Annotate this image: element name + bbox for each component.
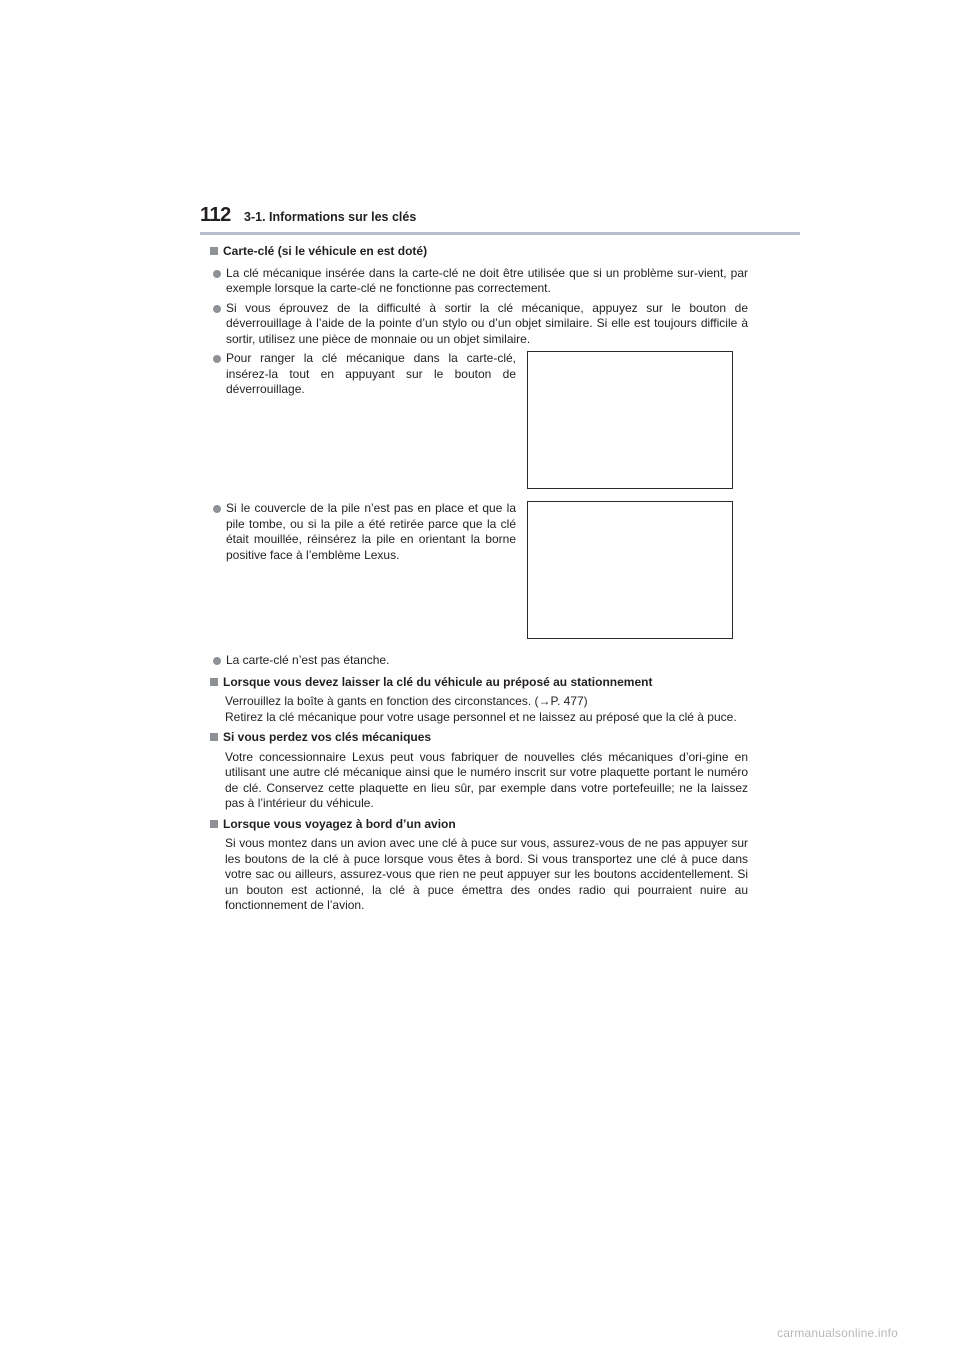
- illustration-store-key: [527, 351, 733, 489]
- square-bullet-icon: [210, 820, 218, 828]
- arrow-icon: →: [538, 694, 551, 708]
- illustrated-row: [210, 351, 748, 501]
- bullet-item: La clé mécanique insérée dans la carte-clé ne doit être utilisée que si un problème sur-vient, par exemple lorsque la carte-clé ne fonctionne pas correctement.: [210, 266, 748, 297]
- square-bullet-icon: [210, 247, 218, 255]
- illustrated-row: [210, 501, 748, 653]
- header-divider: [200, 232, 800, 235]
- heading-prepose: Lorsque vous devez laisser la clé du véhicule au préposé au stationnement: [210, 675, 748, 691]
- round-bullet-icon: [213, 657, 221, 665]
- paragraph-perdez: Votre concessionnaire Lexus peut vous fabriquer de nouvelles clés mécaniques d’ori-gine en utilisant une autre clé mécanique ainsi que le numéro inscrit sur votre plaquette portant le numéro de clé. Conservez cette plaquette en lieu sûr, par exemple dans votre portefeuille; ne la laissez pas à l’intérieur du véhicule.: [225, 749, 748, 810]
- heading-carte-cle: Carte-clé (si le véhicule en est doté): [210, 244, 748, 260]
- heading-perdez: Si vous perdez vos clés mécaniques: [210, 730, 748, 746]
- bullet-item: Pour ranger la clé mécanique dans la carte-clé, insérez-la tout en appuyant sur le bouton de déverrouillage.: [210, 351, 516, 398]
- round-bullet-icon: [213, 305, 221, 313]
- page-reference-link[interactable]: P. 477): [550, 694, 588, 708]
- section-title: 3-1. Informations sur les clés: [244, 210, 417, 224]
- heading-avion: Lorsque vous voyagez à bord d’un avion: [210, 817, 748, 833]
- paragraph-prepose: Verrouillez la boîte à gants en fonction des circonstances. (→P. 477) Retirez la clé mécanique pour votre usage personnel et ne laissez au préposé que la clé à puce.: [225, 694, 737, 724]
- page-header: [200, 204, 800, 234]
- round-bullet-icon: [213, 355, 221, 363]
- watermark: carmanualsonline.info: [777, 1326, 898, 1340]
- square-bullet-icon: [210, 678, 218, 686]
- square-bullet-icon: [210, 733, 218, 741]
- illustration-battery: [527, 501, 733, 639]
- bullet-item: Si vous éprouvez de la difficulté à sortir la clé mécanique, appuyez sur le bouton de déverrouillage à l’aide de la pointe d’un stylo ou d’un objet similaire. Si elle est toujours difficile à sortir, utilisez une pièce de monnaie ou un objet similaire.: [210, 301, 748, 348]
- round-bullet-icon: [213, 505, 221, 513]
- bullet-item: La carte-clé n’est pas étanche.: [210, 653, 748, 669]
- round-bullet-icon: [213, 270, 221, 278]
- bullet-item: Si le couvercle de la pile n’est pas en place et que la pile tombe, ou si la pile a été retirée parce que la clé était mouillée, réinsérez la pile en orientant la borne positive face à l’emblème Lexus.: [210, 501, 516, 563]
- page-content: [210, 244, 748, 919]
- paragraph-avion: Si vous montez dans un avion avec une clé à puce sur vous, assurez-vous de ne pas appuyer sur les boutons de la clé à puce lorsque vous êtes à bord. Si vous transportez une clé à puce dans votre sac ou ailleurs, assurez-vous que rien ne peut appuyer sur les boutons accidentellement. Si un bouton est actionné, la clé à puce émettra des ondes radio qui pourraient nuire au fonctionnement de l’avion.: [225, 836, 748, 912]
- page-number: 112: [200, 204, 231, 226]
